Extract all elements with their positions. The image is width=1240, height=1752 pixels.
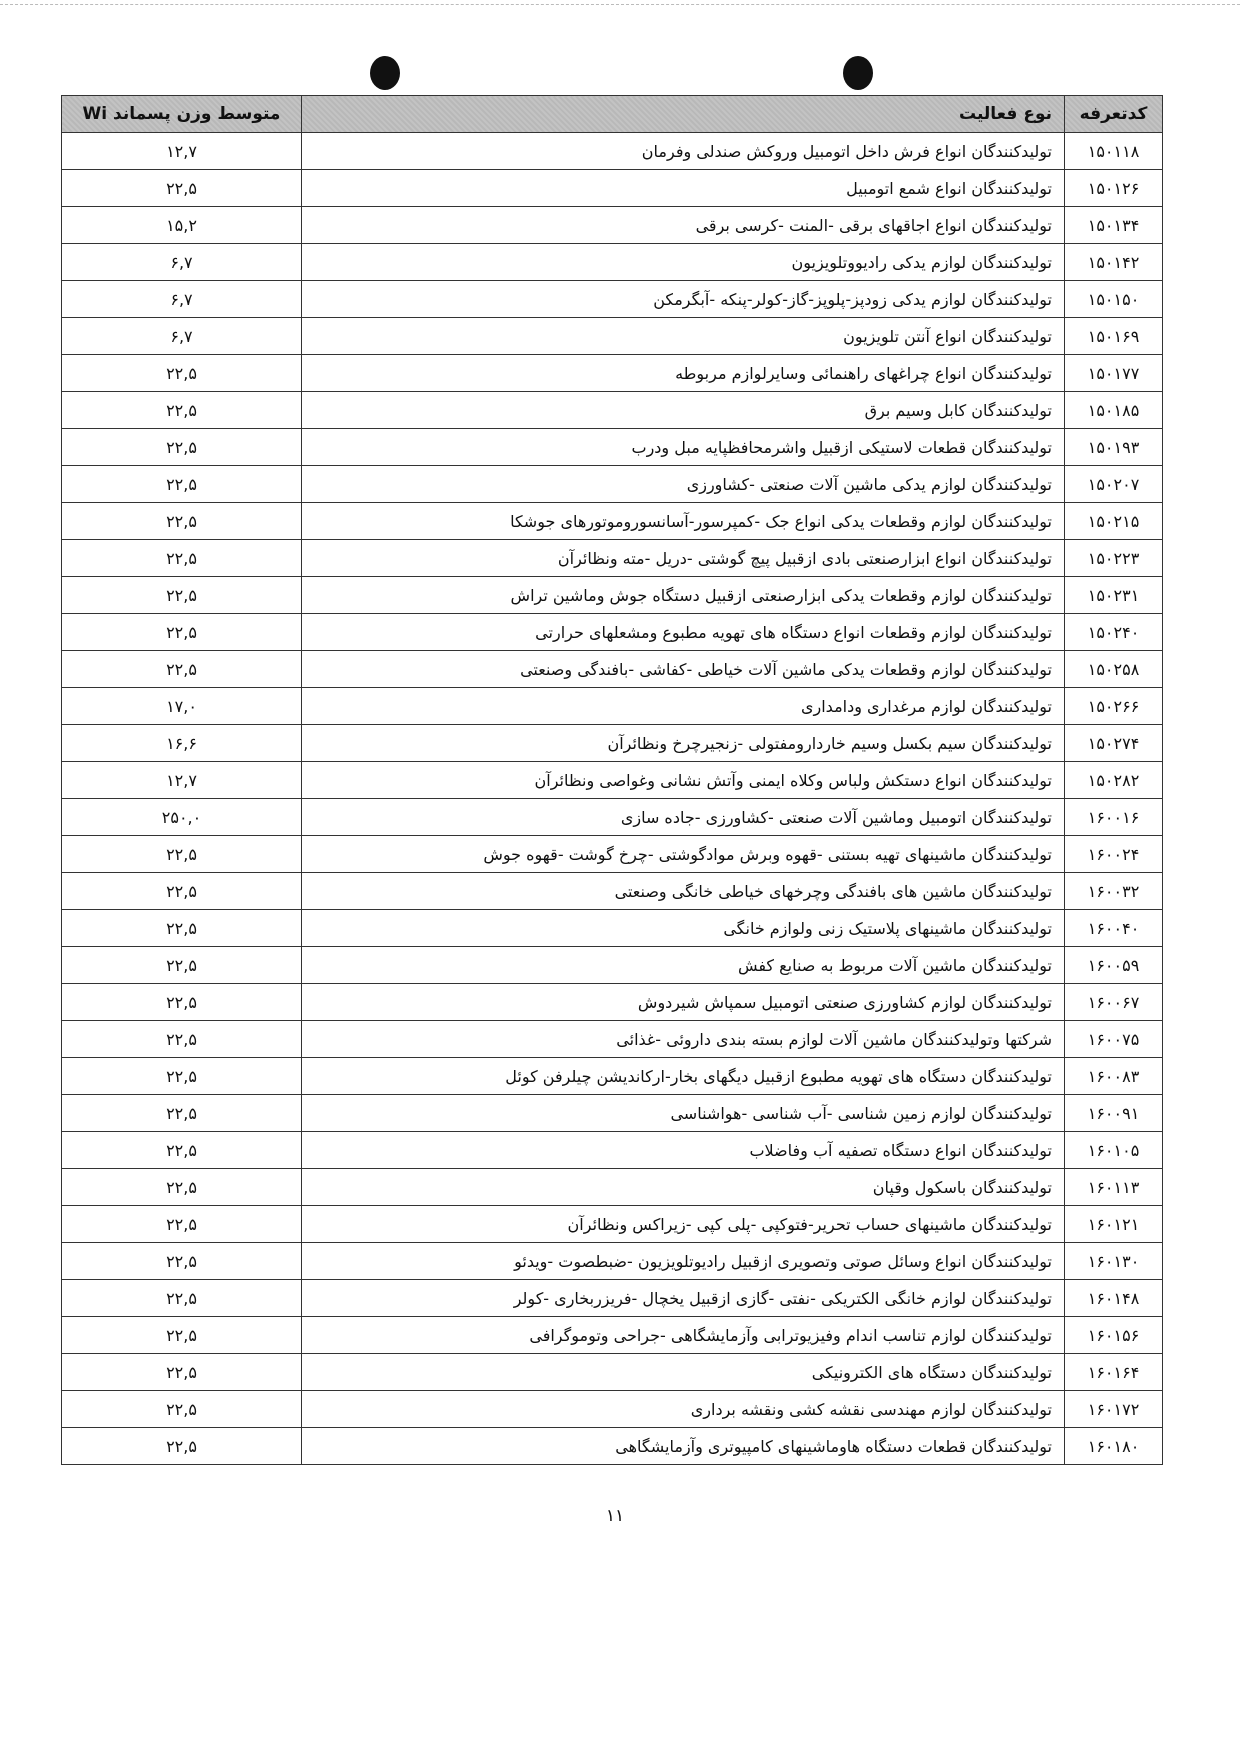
cell-code: ۱۶۰۱۲۱ xyxy=(1065,1206,1163,1243)
cell-weight: ۲۲,۵ xyxy=(62,1391,302,1428)
table-row xyxy=(62,1095,1163,1132)
table-row xyxy=(62,762,1163,799)
cell-activity: تولیدکنندگان باسکول وقپان xyxy=(302,1169,1065,1206)
cell-weight: ۲۲,۵ xyxy=(62,503,302,540)
cell-weight: ۲۲,۵ xyxy=(62,910,302,947)
cell-activity: تولیدکنندگان کابل وسیم برق xyxy=(302,392,1065,429)
cell-activity: تولیدکنندگان انواع فرش داخل اتومبیل وروکش صندلی وفرمان xyxy=(302,133,1065,170)
table-row xyxy=(62,1428,1163,1465)
tariff-table xyxy=(61,95,1163,1465)
cell-activity: تولیدکنندگان لوازم خانگی الکتریکی -نفتی -گازی ازقبیل یخچال -فریزربخاری -کولر xyxy=(302,1280,1065,1317)
cell-weight: ۲۲,۵ xyxy=(62,392,302,429)
cell-code: ۱۵۰۱۷۷ xyxy=(1065,355,1163,392)
cell-weight: ۲۲,۵ xyxy=(62,836,302,873)
table-row xyxy=(62,466,1163,503)
cell-activity: تولیدکنندگان ماشینهای حساب تحریر-فتوکپی -پلی کپی -زیراکس ونظائرآن xyxy=(302,1206,1065,1243)
cell-activity: تولیدکنندگان قطعات دستگاه هاوماشینهای کامپیوتری وآزمایشگاهی xyxy=(302,1428,1065,1465)
cell-code: ۱۶۰۱۴۸ xyxy=(1065,1280,1163,1317)
cell-activity: تولیدکنندگان لوازم مرغداری ودامداری xyxy=(302,688,1065,725)
cell-code: ۱۶۰۱۰۵ xyxy=(1065,1132,1163,1169)
cell-code: ۱۶۰۰۵۹ xyxy=(1065,947,1163,984)
cell-activity: تولیدکنندگان انواع ابزارصنعتی بادی ازقبیل پیچ گوشتی -دریل -مته ونظائرآن xyxy=(302,540,1065,577)
table-row xyxy=(62,207,1163,244)
cell-activity: تولیدکنندگان سیم بکسل وسیم خاردارومفتولی -زنجیرچرخ ونظائرآن xyxy=(302,725,1065,762)
cell-activity: تولیدکنندگان لوازم مهندسی نقشه کشی ونقشه برداری xyxy=(302,1391,1065,1428)
cell-weight: ۲۲,۵ xyxy=(62,1243,302,1280)
table-row xyxy=(62,688,1163,725)
table-row xyxy=(62,577,1163,614)
cell-code: ۱۵۰۱۳۴ xyxy=(1065,207,1163,244)
table-row xyxy=(62,503,1163,540)
cell-activity: شرکتها وتولیدکنندگان ماشین آلات لوازم بسته بندی داروئی -غذائی xyxy=(302,1021,1065,1058)
cell-activity: تولیدکنندگان لوازم وقطعات یدکی ابزارصنعتی ازقبیل دستگاه جوش وماشین تراش xyxy=(302,577,1065,614)
table-row xyxy=(62,429,1163,466)
cell-code: ۱۶۰۰۹۱ xyxy=(1065,1095,1163,1132)
cell-activity: تولیدکنندگان لوازم یدکی رادیووتلویزیون xyxy=(302,244,1065,281)
table-row xyxy=(62,133,1163,170)
header-weight: متوسط وزن پسماند Wi xyxy=(62,96,302,133)
table-row xyxy=(62,1021,1163,1058)
cell-activity: تولیدکنندگان قطعات لاستیکی ازقبیل واشرمحافظپایه مبل ودرب xyxy=(302,429,1065,466)
cell-weight: ۲۲,۵ xyxy=(62,1280,302,1317)
cell-code: ۱۶۰۰۲۴ xyxy=(1065,836,1163,873)
cell-code: ۱۶۰۱۵۶ xyxy=(1065,1317,1163,1354)
cell-weight: ۱۷,۰ xyxy=(62,688,302,725)
header-activity: نوع فعالیت xyxy=(302,96,1065,133)
cell-weight: ۲۲,۵ xyxy=(62,466,302,503)
cell-code: ۱۶۰۱۸۰ xyxy=(1065,1428,1163,1465)
cell-weight: ۶,۷ xyxy=(62,281,302,318)
cell-code: ۱۵۰۲۲۳ xyxy=(1065,540,1163,577)
cell-code: ۱۶۰۰۱۶ xyxy=(1065,799,1163,836)
header-code: کدتعرفه xyxy=(1065,96,1163,133)
cell-activity: تولیدکنندگان دستگاه های الکترونیکی xyxy=(302,1354,1065,1391)
table-row xyxy=(62,1058,1163,1095)
table-row xyxy=(62,318,1163,355)
table-row xyxy=(62,799,1163,836)
table-row xyxy=(62,281,1163,318)
table-row xyxy=(62,540,1163,577)
cell-code: ۱۶۰۰۶۷ xyxy=(1065,984,1163,1021)
cell-activity: تولیدکنندگان لوازم یدکی زودپز-پلوپز-گاز-کولر-پنکه -آبگرمکن xyxy=(302,281,1065,318)
cell-weight: ۲۲,۵ xyxy=(62,1428,302,1465)
table-row xyxy=(62,1243,1163,1280)
cell-activity: تولیدکنندگان اتومبیل وماشین آلات صنعتی -کشاورزی -جاده سازی xyxy=(302,799,1065,836)
cell-activity: تولیدکنندگان انواع چراغهای راهنمائی وسایرلوازم مربوطه xyxy=(302,355,1065,392)
page-number: ۱۱ xyxy=(605,1506,625,1526)
cell-weight: ۲۵۰,۰ xyxy=(62,799,302,836)
table-row xyxy=(62,244,1163,281)
table-row xyxy=(62,910,1163,947)
cell-weight: ۲۲,۵ xyxy=(62,1132,302,1169)
cell-code: ۱۵۰۲۱۵ xyxy=(1065,503,1163,540)
cell-activity: تولیدکنندگان لوازم زمین شناسی -آب شناسی -هواشناسی xyxy=(302,1095,1065,1132)
cell-weight: ۲۲,۵ xyxy=(62,1317,302,1354)
cell-activity: تولیدکنندگان ماشین های بافندگی وچرخهای خیاطی خانگی وصنعتی xyxy=(302,873,1065,910)
cell-code: ۱۵۰۲۴۰ xyxy=(1065,614,1163,651)
cell-code: ۱۵۰۲۸۲ xyxy=(1065,762,1163,799)
cell-weight: ۲۲,۵ xyxy=(62,873,302,910)
cell-code: ۱۶۰۰۸۳ xyxy=(1065,1058,1163,1095)
cell-code: ۱۶۰۰۳۲ xyxy=(1065,873,1163,910)
punch-hole xyxy=(370,56,400,90)
cell-code: ۱۵۰۲۰۷ xyxy=(1065,466,1163,503)
cell-weight: ۲۲,۵ xyxy=(62,170,302,207)
table-row xyxy=(62,651,1163,688)
table-row xyxy=(62,1169,1163,1206)
cell-weight: ۲۲,۵ xyxy=(62,614,302,651)
cell-activity: تولیدکنندگان لوازم یدکی ماشین آلات صنعتی -کشاورزی xyxy=(302,466,1065,503)
cell-code: ۱۵۰۱۵۰ xyxy=(1065,281,1163,318)
cell-activity: تولیدکنندگان لوازم وقطعات یدکی ماشین آلات خیاطی -کفاشی -بافندگی وصنعتی xyxy=(302,651,1065,688)
cell-code: ۱۶۰۱۶۴ xyxy=(1065,1354,1163,1391)
cell-activity: تولیدکنندگان ماشینهای تهیه بستنی -قهوه وبرش موادگوشتی -چرخ گوشت -قهوه جوش xyxy=(302,836,1065,873)
cell-weight: ۶,۷ xyxy=(62,318,302,355)
cell-activity: تولیدکنندگان لوازم تناسب اندام وفیزیوترابی وآزمایشگاهی -جراحی وتوموگرافی xyxy=(302,1317,1065,1354)
table-row xyxy=(62,984,1163,1021)
cell-weight: ۲۲,۵ xyxy=(62,1206,302,1243)
cell-code: ۱۶۰۱۱۳ xyxy=(1065,1169,1163,1206)
table-row xyxy=(62,1280,1163,1317)
cell-weight: ۲۲,۵ xyxy=(62,1169,302,1206)
cell-activity: تولیدکنندگان ماشین آلات مربوط به صنایع کفش xyxy=(302,947,1065,984)
table-row xyxy=(62,1391,1163,1428)
cell-activity: تولیدکنندگان لوازم وقطعات انواع دستگاه های تهویه مطبوع ومشعلهای حرارتی xyxy=(302,614,1065,651)
cell-weight: ۲۲,۵ xyxy=(62,1354,302,1391)
cell-weight: ۲۲,۵ xyxy=(62,540,302,577)
table-row xyxy=(62,947,1163,984)
table-row xyxy=(62,725,1163,762)
table-row xyxy=(62,873,1163,910)
cell-code: ۱۵۰۲۵۸ xyxy=(1065,651,1163,688)
cell-weight: ۱۲,۷ xyxy=(62,133,302,170)
cell-code: ۱۵۰۲۶۶ xyxy=(1065,688,1163,725)
cell-activity: تولیدکنندگان انواع آنتن تلویزیون xyxy=(302,318,1065,355)
cell-weight: ۶,۷ xyxy=(62,244,302,281)
cell-weight: ۲۲,۵ xyxy=(62,984,302,1021)
cell-code: ۱۵۰۱۴۲ xyxy=(1065,244,1163,281)
cell-code: ۱۶۰۰۷۵ xyxy=(1065,1021,1163,1058)
cell-weight: ۲۲,۵ xyxy=(62,1095,302,1132)
punch-hole xyxy=(843,56,873,90)
cell-code: ۱۶۰۰۴۰ xyxy=(1065,910,1163,947)
cell-code: ۱۶۰۱۳۰ xyxy=(1065,1243,1163,1280)
table-row xyxy=(62,170,1163,207)
cell-activity: تولیدکنندگان ماشینهای پلاستیک زنی ولوازم خانگی xyxy=(302,910,1065,947)
page-edge-line xyxy=(0,4,1240,5)
cell-activity: تولیدکنندگان انواع وسائل صوتی وتصویری ازقبیل رادیوتلویزیون -ضبطصوت -ویدئو xyxy=(302,1243,1065,1280)
cell-code: ۱۵۰۱۸۵ xyxy=(1065,392,1163,429)
cell-weight: ۲۲,۵ xyxy=(62,1021,302,1058)
table-row xyxy=(62,392,1163,429)
cell-code: ۱۵۰۱۹۳ xyxy=(1065,429,1163,466)
table-row xyxy=(62,1317,1163,1354)
cell-code: ۱۵۰۲۷۴ xyxy=(1065,725,1163,762)
table-row xyxy=(62,1354,1163,1391)
cell-weight: ۱۶,۶ xyxy=(62,725,302,762)
cell-code: ۱۵۰۱۱۸ xyxy=(1065,133,1163,170)
cell-code: ۱۵۰۱۲۶ xyxy=(1065,170,1163,207)
cell-weight: ۲۲,۵ xyxy=(62,947,302,984)
cell-activity: تولیدکنندگان انواع اجاقهای برقی -المنت -کرسی برقی xyxy=(302,207,1065,244)
cell-weight: ۲۲,۵ xyxy=(62,577,302,614)
cell-weight: ۲۲,۵ xyxy=(62,651,302,688)
cell-weight: ۲۲,۵ xyxy=(62,355,302,392)
cell-weight: ۲۲,۵ xyxy=(62,429,302,466)
cell-activity: تولیدکنندگان لوازم کشاورزی صنعتی اتومبیل سمپاش شیردوش xyxy=(302,984,1065,1021)
cell-weight: ۱۲,۷ xyxy=(62,762,302,799)
table-header-row xyxy=(62,96,1163,133)
cell-activity: تولیدکنندگان لوازم وقطعات یدکی انواع جک -کمپرسور-آسانسوروموتورهای جوشکا xyxy=(302,503,1065,540)
table-row xyxy=(62,614,1163,651)
table-row xyxy=(62,1206,1163,1243)
cell-code: ۱۵۰۱۶۹ xyxy=(1065,318,1163,355)
cell-activity: تولیدکنندگان دستگاه های تهویه مطبوع ازقبیل دیگهای بخار-ارکاندیشن چیلرفن کوئل xyxy=(302,1058,1065,1095)
cell-activity: تولیدکنندگان انواع دستکش ولباس وکلاه ایمنی وآتش نشانی وغواصی ونظائرآن xyxy=(302,762,1065,799)
cell-code: ۱۶۰۱۷۲ xyxy=(1065,1391,1163,1428)
cell-weight: ۲۲,۵ xyxy=(62,1058,302,1095)
table-row xyxy=(62,836,1163,873)
cell-code: ۱۵۰۲۳۱ xyxy=(1065,577,1163,614)
cell-activity: تولیدکنندگان انواع شمع اتومبیل xyxy=(302,170,1065,207)
cell-activity: تولیدکنندگان انواع دستگاه تصفیه آب وفاضلاب xyxy=(302,1132,1065,1169)
cell-weight: ۱۵,۲ xyxy=(62,207,302,244)
table-row xyxy=(62,355,1163,392)
table-row xyxy=(62,1132,1163,1169)
